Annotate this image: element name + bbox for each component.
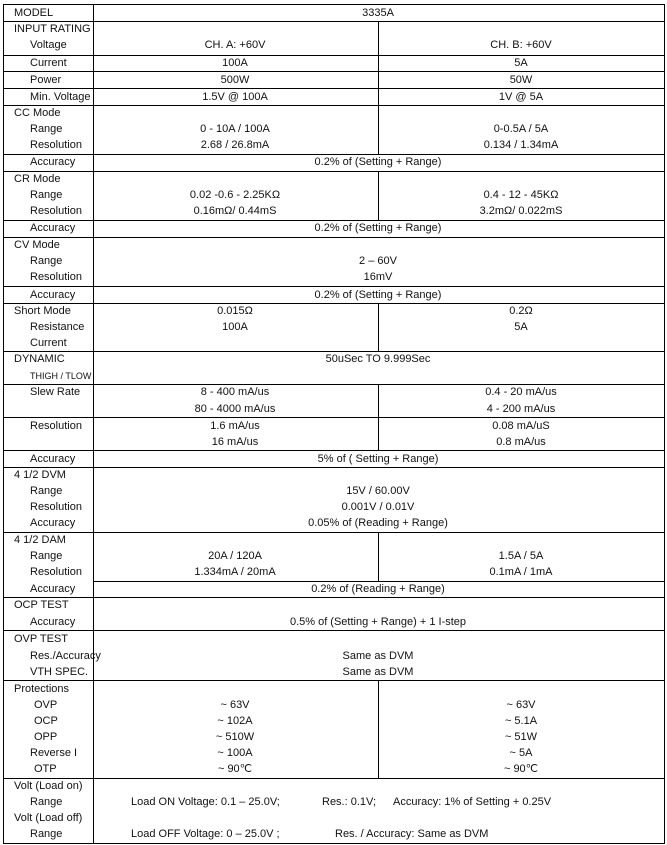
row-divider (3, 843, 665, 844)
channel-a-value: 0 - 10A / 100A (200, 123, 270, 135)
row-label-model: MODEL (14, 7, 54, 19)
row-label-range: Range (30, 796, 63, 808)
load-voltage-spec: Res. / Accuracy: Same as DVM (335, 828, 489, 840)
row-label-vth-spec: VTH SPEC. (30, 666, 89, 678)
channel-divider (378, 384, 379, 417)
row-label-power: Power (30, 74, 62, 86)
channel-a-value: ~ 102A (217, 715, 253, 727)
channel-a-value: 100A (222, 321, 248, 333)
row-label-range: Range (30, 485, 63, 497)
row-label-resolution: Resolution (30, 566, 82, 578)
row-label-thigh-tlow: THIGH / TLOW (30, 371, 92, 381)
shared-value: 50uSec TO 9.999Sec (325, 353, 431, 365)
channel-a-value: 16 mA/us (211, 436, 259, 448)
row-label-range: Range (30, 123, 63, 135)
channel-b-value: 5A (514, 57, 528, 69)
shared-value: 0.001V / 0.01V (341, 501, 415, 513)
channel-b-value: ~ 5.1A (504, 715, 538, 727)
row-divider (3, 303, 665, 304)
row-divider (3, 597, 665, 598)
row-label-res-accuracy: Res./Accuracy (30, 650, 101, 662)
row-label-short-mode: Short Mode (14, 305, 71, 317)
channel-divider (378, 417, 379, 450)
row-label-resolution: Resolution (30, 139, 82, 151)
row-label-range: Range (30, 828, 63, 840)
channel-a-value: CH. A: +60V (204, 39, 266, 51)
row-divider (3, 467, 665, 468)
row-divider (3, 680, 665, 681)
row-label-current: Current (30, 337, 67, 349)
shared-value: 0.05% of (Reading + Range) (308, 517, 448, 529)
row-label-reverse-i: Reverse I (30, 747, 78, 759)
row-label-accuracy: Accuracy (30, 289, 76, 301)
row-label-accuracy: Accuracy (30, 222, 76, 234)
channel-a-value: 1.6 mA/us (210, 420, 260, 432)
row-label-ocp: OCP (34, 715, 58, 727)
channel-divider (378, 55, 379, 71)
load-voltage-spec: Accuracy: 1% of Setting + 0.25V (393, 796, 552, 808)
row-label-ocp-test: OCP TEST (14, 599, 69, 611)
row-divider (3, 384, 665, 385)
row-label-cr-mode: CR Mode (14, 173, 61, 185)
channel-b-value: 0.134 / 1.34mA (483, 139, 559, 151)
row-divider (3, 55, 665, 56)
channel-b-value: CH. B: +60V (490, 39, 552, 51)
row-label-cv-mode: CV Mode (14, 239, 60, 251)
channel-divider (378, 532, 379, 581)
row-divider (3, 88, 665, 89)
channel-divider (378, 21, 379, 55)
channel-b-value: 3.2mΩ/ 0.022mS (479, 205, 563, 217)
row-label-accuracy: Accuracy (30, 517, 76, 529)
shared-value: 2 – 60V (359, 255, 397, 267)
channel-a-value: ~ 510W (215, 731, 255, 743)
channel-b-value: 4 - 200 mA/us (486, 403, 556, 415)
channel-b-value: 1.5A / 5A (498, 550, 544, 562)
channel-b-value: ~ 5A (509, 747, 533, 759)
channel-divider (378, 71, 379, 88)
channel-b-value: 0-0.5A / 5A (493, 123, 549, 135)
shared-value: 0.2% of (Setting + Range) (314, 289, 442, 301)
row-divider (3, 171, 665, 172)
label-column-divider (93, 4, 94, 844)
channel-divider (378, 171, 379, 220)
row-divider (3, 71, 665, 72)
row-label-resolution: Resolution (30, 271, 82, 283)
channel-divider (378, 105, 379, 154)
load-voltage-spec: Res.: 0.1V; (322, 796, 377, 808)
channel-a-value: 20A / 120A (208, 550, 262, 562)
row-label-4-1-2-dvm: 4 1/2 DVM (14, 469, 66, 481)
table-border-top (3, 4, 665, 5)
channel-a-value: 1.5V @ 100A (202, 91, 268, 103)
row-divider (3, 237, 665, 238)
channel-b-value: 0.4 - 20 mA/us (485, 386, 557, 398)
row-divider (3, 450, 665, 451)
row-label-cc-mode: CC Mode (14, 107, 61, 119)
channel-a-value: ~ 100A (217, 747, 253, 759)
channel-b-value: 0.08 mA/uS (492, 420, 550, 432)
row-label-accuracy: Accuracy (30, 583, 76, 595)
channel-b-value: 0.8 mA/us (496, 436, 546, 448)
row-label-ovp-test: OVP TEST (14, 633, 69, 645)
channel-a-value: 0.16mΩ/ 0.44mS (193, 205, 277, 217)
table-border-left (3, 4, 4, 844)
channel-a-value: 2.68 / 26.8mA (200, 139, 270, 151)
shared-value: 0.5% of (Setting + Range) + 1 I-step (289, 616, 467, 628)
row-divider (3, 532, 665, 533)
row-label-range: Range (30, 550, 63, 562)
channel-a-value: 0.02 -0.6 - 2.25KΩ (189, 189, 281, 201)
channel-divider (378, 680, 379, 778)
row-divider (3, 105, 665, 106)
channel-a-value: ~ 63V (220, 699, 250, 711)
row-label-current: Current (30, 57, 67, 69)
row-label-accuracy: Accuracy (30, 616, 76, 628)
channel-b-value: 0.1mA / 1mA (489, 566, 553, 578)
channel-b-value: ~ 63V (506, 699, 536, 711)
row-label-min-voltage: Min. Voltage (30, 91, 91, 103)
row-label-ovp: OVP (34, 699, 58, 711)
shared-value: 5% of ( Setting + Range) (317, 453, 439, 465)
shared-value: 0.2% of (Setting + Range) (314, 222, 442, 234)
row-label-resistance: Resistance (30, 321, 85, 333)
row-divider (3, 351, 665, 352)
channel-a-value: 80 - 4000 mA/us (194, 403, 276, 415)
channel-divider (378, 303, 379, 351)
row-label-range: Range (30, 255, 63, 267)
row-label-accuracy: Accuracy (30, 156, 76, 168)
row-divider (3, 286, 665, 287)
channel-b-value: 0.2Ω (509, 305, 533, 317)
row-label-opp: OPP (34, 731, 58, 743)
row-label-voltage: Voltage (30, 39, 67, 51)
channel-a-value: 0.015Ω (217, 305, 253, 317)
channel-b-value: 0.4 - 12 - 45KΩ (483, 189, 559, 201)
row-label-volt-load-off: Volt (Load off) (14, 812, 83, 824)
row-divider (3, 417, 665, 418)
row-divider (3, 778, 665, 779)
channel-a-value: 8 - 400 mA/us (200, 386, 270, 398)
shared-value: 16mV (363, 271, 393, 283)
row-label-resolution: Resolution (30, 501, 82, 513)
row-divider (3, 21, 665, 22)
shared-value: Same as DVM (342, 666, 414, 678)
row-label-4-1-2-dam: 4 1/2 DAM (14, 534, 66, 546)
channel-divider (378, 88, 379, 105)
shared-value: 0.2% of (Reading + Range) (311, 583, 445, 595)
row-divider (3, 154, 665, 155)
channel-a-value: 100A (222, 57, 248, 69)
row-divider (3, 220, 665, 221)
row-label-accuracy: Accuracy (30, 453, 76, 465)
row-label-protections: Protections (14, 683, 70, 695)
load-voltage-spec: Load ON Voltage: 0.1 – 25.0V; (131, 796, 280, 808)
channel-b-value: 50W (509, 74, 533, 86)
model-value: 3335A (362, 7, 394, 19)
channel-b-value: 1V @ 5A (498, 91, 544, 103)
channel-a-value: 1.334mA / 20mA (194, 566, 276, 578)
channel-b-value: 5A (514, 321, 528, 333)
row-label-slew-rate: Slew Rate (30, 386, 81, 398)
load-voltage-spec: Load OFF Voltage: 0 – 25.0V ; (131, 828, 280, 840)
row-divider (93, 581, 665, 582)
shared-value: 0.2% of (Setting + Range) (314, 156, 442, 168)
row-divider (3, 630, 665, 631)
row-label-input-rating: INPUT RATING (14, 23, 91, 35)
channel-b-value: ~ 51W (504, 731, 538, 743)
channel-a-value: ~ 90℃ (217, 763, 253, 775)
row-label-otp: OTP (34, 763, 57, 775)
shared-value: 15V / 60.00V (346, 485, 410, 497)
row-label-resolution: Resolution (30, 420, 82, 432)
shared-value: Same as DVM (342, 650, 414, 662)
channel-a-value: 500W (220, 74, 250, 86)
channel-b-value: ~ 90℃ (503, 763, 539, 775)
table-border-right (664, 4, 665, 844)
row-label-dynamic: DYNAMIC (14, 353, 65, 365)
row-label-range: Range (30, 189, 63, 201)
row-label-resolution: Resolution (30, 205, 82, 217)
row-label-volt-load-on: Volt (Load on) (14, 780, 83, 792)
